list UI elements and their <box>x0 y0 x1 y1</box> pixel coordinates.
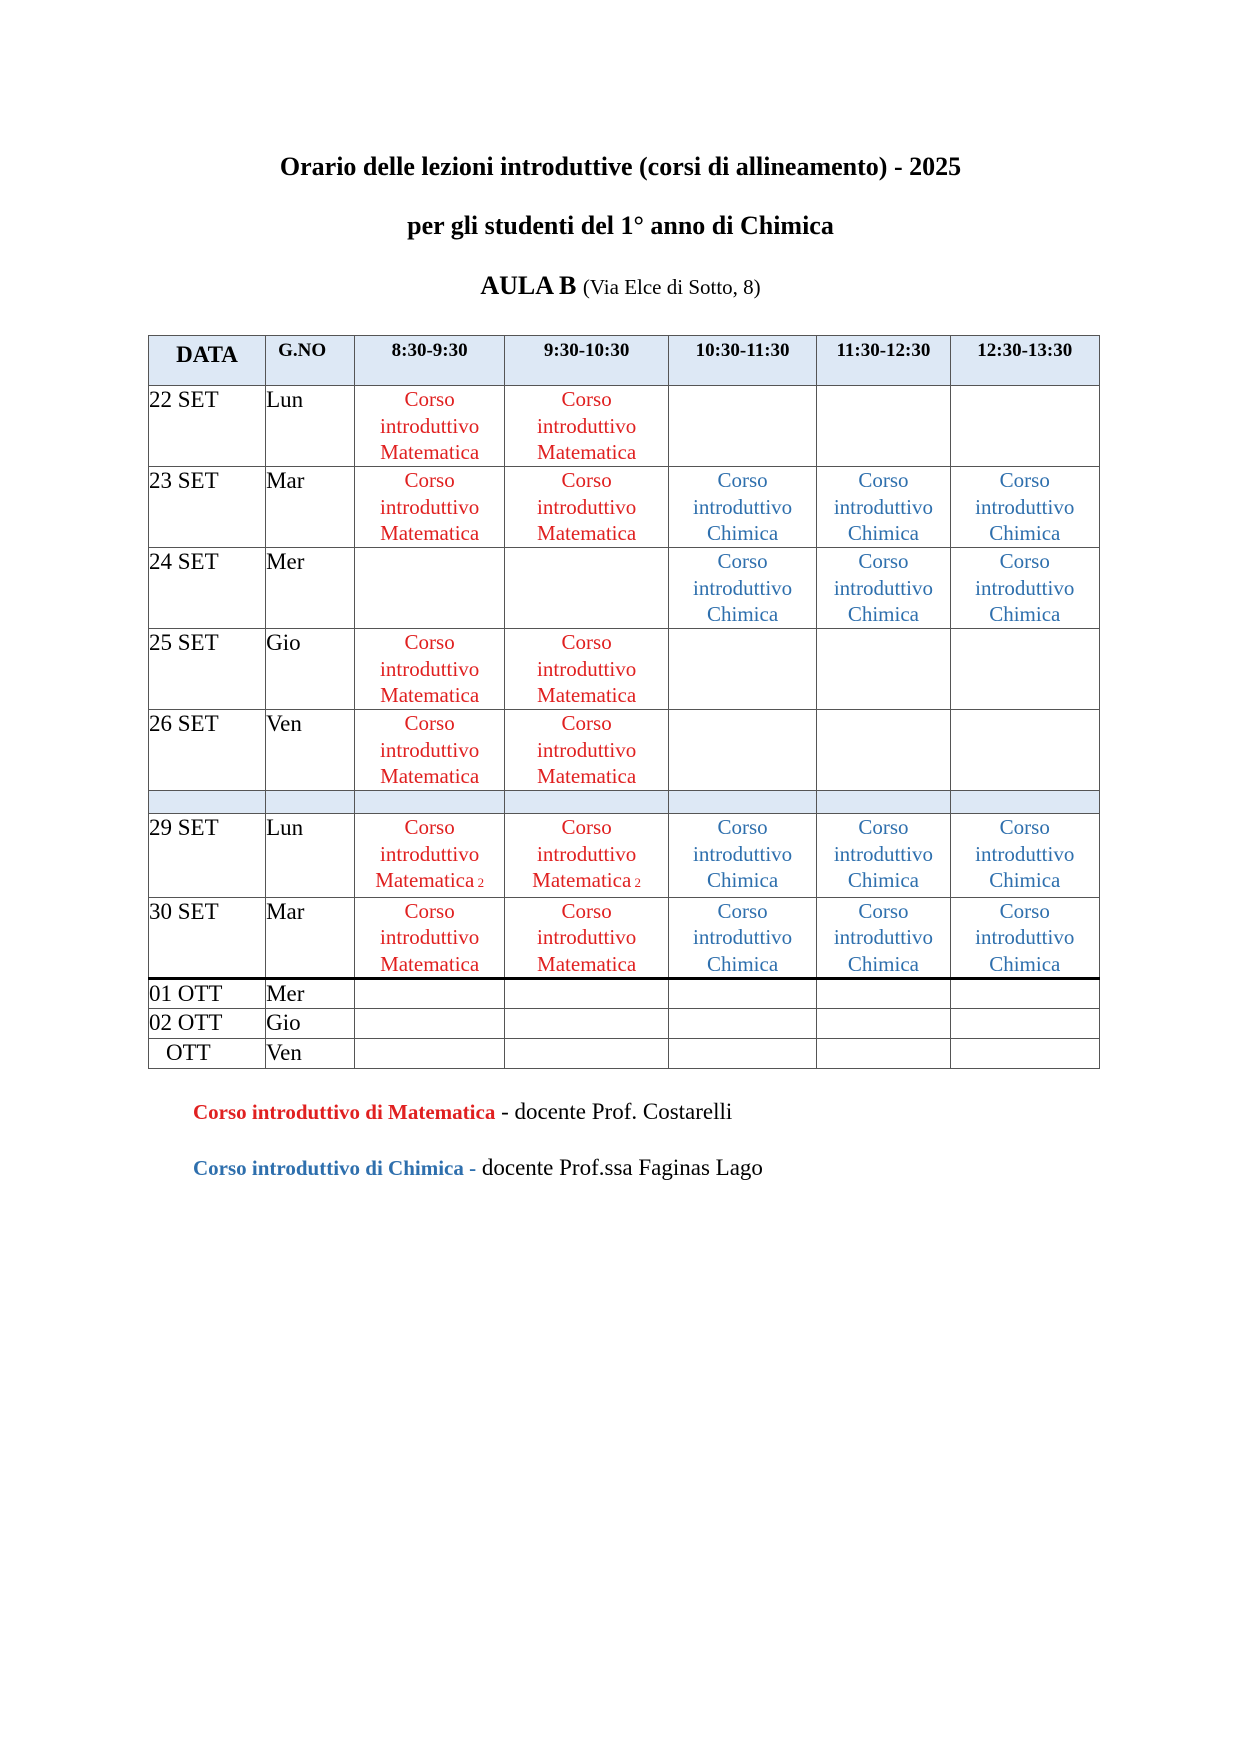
lesson-line: Corso <box>858 815 909 839</box>
empty-slot <box>950 710 1099 791</box>
table-row <box>149 1009 1100 1039</box>
empty-slot <box>354 1039 504 1069</box>
empty-slot <box>950 1009 1099 1039</box>
lesson-line: Corso <box>858 898 909 923</box>
empty-slot <box>668 386 816 467</box>
legend-matematica-label: Corso introduttivo di Matematica <box>193 1100 496 1124</box>
lesson-matematica <box>354 897 504 979</box>
empty-slot <box>817 1039 950 1069</box>
empty-slot <box>354 1009 504 1039</box>
lesson-matematica <box>354 386 504 467</box>
empty-slot <box>505 548 669 629</box>
lesson-line: introduttivo <box>975 494 1075 519</box>
row-day: Mar <box>266 467 355 548</box>
lesson-line: introduttivo <box>380 656 480 681</box>
lesson-chimica <box>817 897 950 979</box>
row-day: Lun <box>266 386 355 467</box>
lesson-line: introduttivo <box>833 841 933 866</box>
row-day: Gio <box>266 1009 355 1039</box>
lesson-line: Chimica <box>989 602 1061 626</box>
lesson-matematica <box>354 710 504 791</box>
empty-slot <box>668 979 816 1009</box>
table-row <box>149 897 1100 979</box>
header-date: DATA <box>149 336 266 386</box>
lesson-line: Chimica <box>847 521 919 545</box>
schedule-table <box>148 335 1100 1069</box>
lesson-line: introduttivo <box>975 841 1075 866</box>
lesson-line: Chimica <box>989 521 1061 545</box>
lesson-line: introduttivo <box>693 575 793 600</box>
lesson-line: introduttivo <box>537 413 637 438</box>
lesson-line: introduttivo <box>975 575 1075 600</box>
spacer-cell <box>505 791 669 814</box>
lesson-line: Matematica <box>380 683 480 707</box>
lesson-line: Corso <box>717 898 768 923</box>
lesson-matematica <box>505 386 669 467</box>
lesson-matematica <box>505 710 669 791</box>
spacer-cell <box>817 791 950 814</box>
lesson-line: Matematica <box>380 521 480 545</box>
legend-chimica <box>193 1154 763 1182</box>
empty-slot <box>505 1009 669 1039</box>
spacer-cell <box>354 791 504 814</box>
empty-slot <box>668 1039 816 1069</box>
lesson-line: Corso <box>717 549 768 573</box>
lesson-line: introduttivo <box>833 575 933 600</box>
note-mark: 2 <box>631 875 642 890</box>
empty-slot <box>668 710 816 791</box>
lesson-line: Matematica <box>537 683 637 707</box>
lesson-line: Chimica <box>847 868 919 892</box>
row-day: Gio <box>266 629 355 710</box>
lesson-line: Corso <box>561 387 612 411</box>
room-address: (Via Elce di Sotto, 8) <box>582 275 761 299</box>
table-row <box>149 386 1100 467</box>
lesson-line: introduttivo <box>693 494 793 519</box>
lesson-line: Corso <box>561 711 612 735</box>
lesson-line: Matematica 2 <box>375 868 485 892</box>
lesson-line: introduttivo <box>380 737 480 762</box>
lesson-chimica <box>950 467 1099 548</box>
lesson-line: Chimica <box>989 868 1061 892</box>
header-slot-1: 8:30-9:30 <box>354 336 504 386</box>
row-day: Mer <box>266 548 355 629</box>
lesson-line: introduttivo <box>380 413 480 438</box>
legend-chimica-teacher: docente Prof.ssa Faginas Lago <box>476 1155 763 1180</box>
lesson-line: Corso <box>717 468 768 492</box>
lesson-line: Matematica <box>380 951 480 976</box>
empty-slot <box>354 548 504 629</box>
empty-slot <box>668 1009 816 1039</box>
lesson-line: Matematica <box>537 521 637 545</box>
lesson-line: Corso <box>561 630 612 654</box>
lesson-matematica <box>505 814 669 898</box>
legend-matematica <box>193 1098 732 1126</box>
table-row <box>149 629 1100 710</box>
room-line <box>0 271 1241 302</box>
lesson-chimica <box>950 814 1099 898</box>
row-date: 23 SET <box>149 467 266 548</box>
lesson-line: Corso <box>404 387 455 411</box>
empty-slot <box>354 979 504 1009</box>
lesson-line: introduttivo <box>537 494 637 519</box>
lesson-chimica <box>668 814 816 898</box>
lesson-matematica <box>505 897 669 979</box>
row-date: 29 SET <box>149 814 266 898</box>
lesson-line: Matematica <box>380 440 480 464</box>
lesson-line: introduttivo <box>380 841 480 866</box>
lesson-line: Chimica <box>707 521 779 545</box>
room-name: AULA B <box>480 271 577 300</box>
table-row <box>149 548 1100 629</box>
table-row <box>149 979 1100 1009</box>
lesson-chimica <box>668 897 816 979</box>
lesson-line: Corso <box>561 815 612 839</box>
lesson-chimica <box>817 548 950 629</box>
row-day: Lun <box>266 814 355 898</box>
lesson-line: Corso <box>999 549 1050 573</box>
row-day: Mar <box>266 897 355 979</box>
empty-slot <box>817 1009 950 1039</box>
empty-slot <box>950 979 1099 1009</box>
row-date: 02 OTT <box>149 1009 266 1039</box>
document-subtitle: per gli studenti del 1° anno di Chimica <box>407 211 834 240</box>
spacer-cell <box>266 791 355 814</box>
lesson-line: introduttivo <box>693 841 793 866</box>
header-day: G.NO <box>266 336 355 386</box>
lesson-line: Corso <box>999 468 1050 492</box>
spacer-cell <box>668 791 816 814</box>
lesson-line: introduttivo <box>537 925 637 949</box>
table-row <box>149 710 1100 791</box>
lesson-matematica <box>354 467 504 548</box>
header-slot-4: 11:30-12:30 <box>817 336 950 386</box>
note-mark: 2 <box>474 875 485 890</box>
empty-slot <box>668 629 816 710</box>
row-date: 25 SET <box>149 629 266 710</box>
lesson-line: Corso <box>999 815 1050 839</box>
lesson-line: Corso <box>858 549 909 573</box>
row-date: 01 OTT <box>149 979 266 1009</box>
lesson-line: Chimica <box>847 951 919 976</box>
lesson-chimica <box>817 814 950 898</box>
row-date: 26 SET <box>149 710 266 791</box>
row-date: 22 SET <box>149 386 266 467</box>
lesson-line: Chimica <box>707 868 779 892</box>
lesson-line: Matematica <box>537 440 637 464</box>
lesson-line: Chimica <box>847 602 919 626</box>
empty-slot <box>817 386 950 467</box>
header-slot-3: 10:30-11:30 <box>668 336 816 386</box>
lesson-matematica <box>354 629 504 710</box>
lesson-line: introduttivo <box>975 925 1075 949</box>
empty-slot <box>950 386 1099 467</box>
empty-slot <box>817 710 950 791</box>
lesson-line: Corso <box>404 468 455 492</box>
legend-matematica-teacher: - docente Prof. Costarelli <box>495 1099 733 1124</box>
header-slot-2: 9:30-10:30 <box>505 336 669 386</box>
row-date: 24 SET <box>149 548 266 629</box>
lesson-matematica <box>505 629 669 710</box>
lesson-line: Corso <box>999 898 1050 923</box>
legend-chimica-label: Corso introduttivo di Chimica - <box>193 1156 477 1180</box>
lesson-line: Matematica 2 <box>532 868 642 892</box>
lesson-line: introduttivo <box>380 925 480 949</box>
header-row <box>149 336 1100 386</box>
lesson-chimica <box>950 548 1099 629</box>
lesson-line: Corso <box>404 815 455 839</box>
lesson-line: Chimica <box>707 951 779 976</box>
weekend-spacer-row <box>149 791 1100 814</box>
lesson-line: Chimica <box>707 602 779 626</box>
lesson-line: introduttivo <box>537 841 637 866</box>
lesson-line: introduttivo <box>537 656 637 681</box>
row-date: 30 SET <box>149 897 266 979</box>
empty-slot <box>505 979 669 1009</box>
lesson-matematica <box>354 814 504 898</box>
lesson-line: introduttivo <box>380 494 480 519</box>
lesson-line: Corso <box>717 815 768 839</box>
empty-slot <box>817 629 950 710</box>
empty-slot <box>950 1039 1099 1069</box>
spacer-cell <box>149 791 266 814</box>
row-day: Ven <box>266 710 355 791</box>
lesson-line: Matematica <box>380 764 480 788</box>
lesson-line: Corso <box>404 711 455 735</box>
lesson-line: Corso <box>561 468 612 492</box>
document-title: Orario delle lezioni introduttive (corsi di allineamento) - 2025 <box>279 152 962 181</box>
table-row <box>149 467 1100 548</box>
empty-slot <box>817 979 950 1009</box>
lesson-line: Chimica <box>989 951 1061 976</box>
lesson-line: Corso <box>858 468 909 492</box>
lesson-line: Corso <box>561 898 612 923</box>
row-date: OTT <box>149 1039 266 1069</box>
lesson-line: Corso <box>404 898 455 923</box>
empty-slot <box>950 629 1099 710</box>
lesson-chimica <box>668 548 816 629</box>
row-day: Mer <box>266 979 355 1009</box>
spacer-cell <box>950 791 1099 814</box>
lesson-chimica <box>817 467 950 548</box>
lesson-line: introduttivo <box>833 494 933 519</box>
header-slot-5: 12:30-13:30 <box>950 336 1099 386</box>
table-row <box>149 1039 1100 1069</box>
lesson-line: Matematica <box>537 764 637 788</box>
lesson-line: Corso <box>404 630 455 654</box>
table-row <box>149 814 1100 898</box>
lesson-chimica <box>950 897 1099 979</box>
lesson-line: introduttivo <box>833 925 933 949</box>
lesson-chimica <box>668 467 816 548</box>
lesson-line: introduttivo <box>537 737 637 762</box>
lesson-line: introduttivo <box>693 925 793 949</box>
lesson-matematica <box>505 467 669 548</box>
row-day: Ven <box>266 1039 355 1069</box>
empty-slot <box>505 1039 669 1069</box>
lesson-line: Matematica <box>537 951 637 976</box>
